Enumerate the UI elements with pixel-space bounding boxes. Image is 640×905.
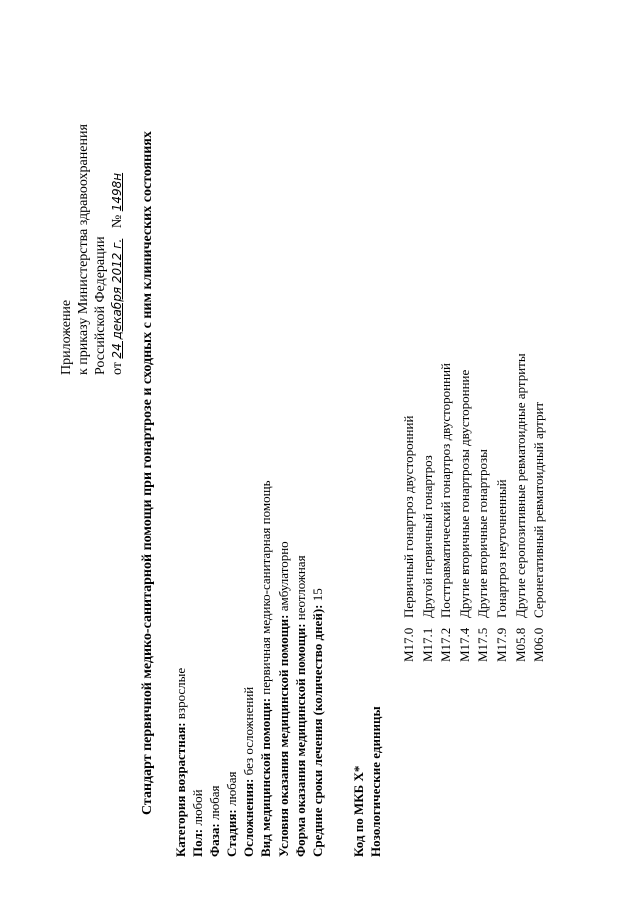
param-stage: Стадия: любая [224, 771, 240, 857]
diagnosis-name: Серонегативный ревматоидный артрит [531, 401, 547, 618]
mkb-code: M17.2 [438, 627, 454, 662]
diagnosis-name: Другие вторичные гонартрозы двусторонние [456, 369, 472, 618]
list-item [512, 353, 531, 662]
appendix-date-line [109, 124, 126, 375]
parameters-list [172, 480, 326, 857]
param-treatment-duration: Средние сроки лечения (количество дней): 15 [309, 588, 325, 857]
mkb-code: M17.4 [456, 627, 472, 662]
mkb-code: M17.9 [493, 627, 509, 662]
mkb-section [350, 706, 384, 857]
appendix-federation-line: Российской Федерации [93, 236, 108, 375]
list-item [400, 353, 419, 662]
list-item [530, 353, 549, 662]
list-item [493, 353, 512, 662]
diagnosis-name: Другой первичный гонартроз [419, 455, 435, 618]
diagnosis-name: Посттравматический гонартроз двусторонний [438, 363, 454, 618]
param-care-type: Вид медицинской помощи: первичная медико-санитарная помощь [258, 480, 274, 857]
appendix-title: Приложение [59, 299, 74, 375]
date-prefix: от [110, 362, 125, 375]
handwritten-number: 1498н [110, 172, 124, 212]
mkb-codes-list [400, 353, 549, 662]
standard-title: Стандарт первичной медико-санитарной помощи при гонартрозе и сходных с ним клинических состояниях [140, 131, 155, 815]
mkb-code: M17.5 [475, 627, 491, 662]
param-complications: Осложнения: без осложнений [241, 686, 257, 857]
diagnosis-name: Другие серопозитивные ревматоидные артриты [512, 353, 528, 618]
list-item [474, 353, 493, 662]
mkb-label: Код по МКБ X* [351, 765, 366, 857]
mkb-code: M05.8 [512, 627, 528, 662]
handwritten-date: 24 декабря 2012 г. [110, 238, 124, 359]
diagnosis-name: Другие вторичные гонартрозы [475, 449, 491, 618]
param-age: Категория возрастная: взрослые [173, 667, 188, 857]
mkb-code: M06.0 [531, 627, 547, 662]
appendix-block [58, 124, 126, 375]
param-care-form: Форма оказания медицинской помощи: неотложная [292, 555, 308, 857]
nosology-label: Нозологические единицы [368, 706, 383, 857]
list-item [437, 353, 456, 662]
diagnosis-name: Гонартроз неуточненный [493, 479, 509, 618]
number-prefix: № [110, 214, 125, 229]
diagnosis-name: Первичный гонартроз двусторонний [401, 415, 416, 618]
appendix-order-line: к приказу Министерства здравоохранения [76, 124, 91, 375]
param-care-conditions: Условия оказания медицинской помощи: амбулаторно [275, 541, 291, 857]
param-sex: Пол: любой [190, 789, 206, 857]
param-phase: Фаза: любая [207, 785, 223, 857]
mkb-code: M17.1 [419, 627, 435, 662]
list-item [456, 353, 475, 662]
list-item [419, 353, 438, 662]
mkb-code: M17.0 [401, 627, 416, 662]
